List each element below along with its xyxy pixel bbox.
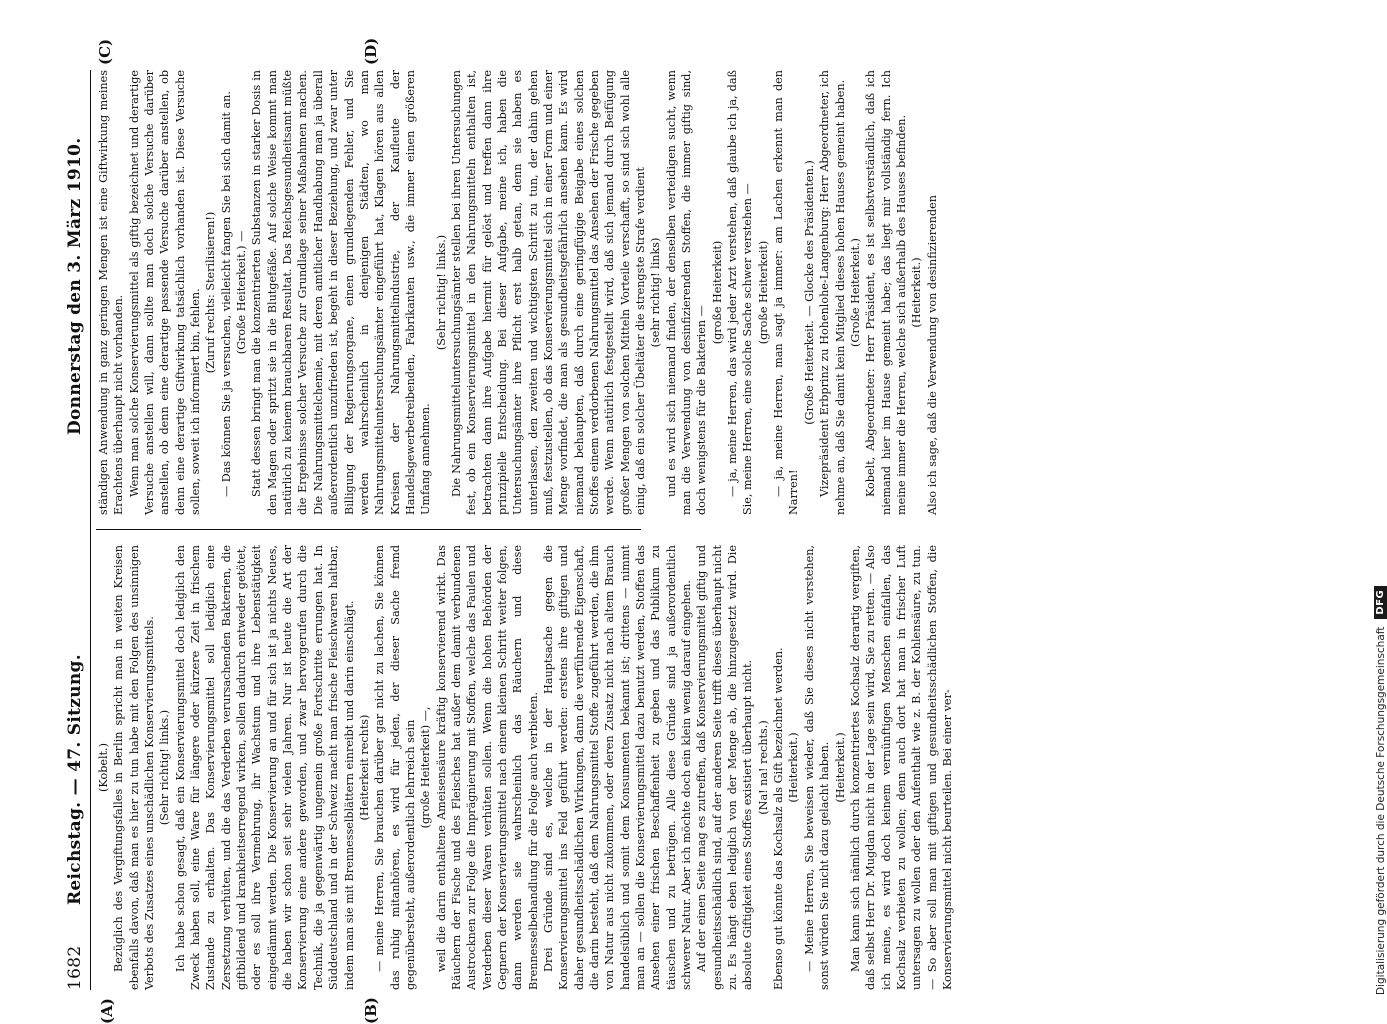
- interjection: (Große Heiterkeit.): [848, 238, 862, 347]
- margin-marker-a: (A): [98, 998, 116, 1024]
- paragraph: weil die darin enthaltene Ameisensäure kräftig konservierend wirkt. Das Räuchern der Fische und des Fleisches hat außer dem damit verbundenen Austrocknen zur Folge die Imprägnierung mit Stoffen, welche das Faulen und Verderben dieser Waren verhüten sollen. Wenn die hohen Behörden der Gegnern der Konservierungsmittel nach einem kleinen Schritt weiter folgen, dann werden sie wahrscheinlich das Räuchern und diese Brennesselbehandlung für die Folge auch verbieten.: [434, 545, 540, 990]
- paragraph: und es wird sich niemand finden, der denselben verteidigen sucht, wenn man die Verwendung von desinfizierenden Stoffen, die immer giftig sind, doch wenigstens für die Bakterien —: [664, 70, 709, 515]
- paragraph: Drei Gründe sind es, welche in der Hauptsache gegen die Konservierungsmittel ins Feld geführt werden: erstens ihre giftigen und daher gesundheitsschädlichen Wirkungen, dann die verführende Eigenschaft, die darin besteht, daß dem Nahrungsmittel Stoffe zugeführt werden, die ihm von Natur aus nicht zukommen, oder deren Zusatz nicht nach altem Brauch handelsüblich und somit dem Konsumenten bekannt ist; drittens — nimmt man an — sollen die Konservierungsmittel dazu benutzt werden, Stoffen das Ansehen einer frischen Beschaffenheit zu geben und das Publikum zu täuschen und zu betrügen. Alle diese Gründe sind ja außerordentlich schwerer Natur. Aber ich möchte doch ein klein wenig darauf eingehen.: [541, 545, 694, 990]
- paragraph: Ebenso gut könnte das Kochsalz als Gift bezeichnet werden.: [772, 647, 786, 990]
- interjection: (Na! na! rechts.): [756, 720, 770, 815]
- paragraph: — Meine Herren, Sie beweisen wieder, daß Sie dieses nicht verstehen, sonst würden Sie nicht dazu gelacht haben.: [802, 545, 832, 990]
- paragraph: — meine Herren, Sie brauchen darüber gar nicht zu lachen, Sie können das ruhig mitanhören, es wird für jeden, der dieser Sache fremd gegenübersteht, außerordentlich lehrreich sein: [373, 545, 417, 990]
- margin-marker-c: (C): [96, 38, 114, 65]
- speaker-label: (Kobelt.): [97, 743, 110, 792]
- paragraph: Bezüglich des Vergiftungsfalles in Berlin spricht man in weiten Kreisen ebenfalls davon, daß man es hier zu tun habe mit den Folgen des unsinnigen Verbots des Zusatzes eines unschädlichen Konservierungsmittels.: [112, 545, 157, 990]
- interjection: (große Heiterkeit): [756, 240, 770, 345]
- paragraph: ständigen Anwendung in ganz geringen Mengen ist eine Giftwirkung meines Erachtens überhaupt nicht vorhanden.: [97, 70, 126, 515]
- paragraph: — ja, meine Herren, man sagt ja immer: am Lachen erkennt man den Narren!: [772, 70, 801, 515]
- paragraph: Auf der einen Seite mag es zutreffen, daß Konservierungsmittel giftig und gesundheitsschädlich sind, auf der anderen Seite trifft dieses überhaupt nicht zu. Es hängt eben lediglich von der Menge ab, die hinzugesetzt wird. Die absolute Giftigkeit eines Stoffes existiert überhaupt nicht.: [695, 545, 755, 990]
- interjection: (Große Heiterkeit. — Glocke des Präsidenten.): [802, 160, 816, 425]
- dfg-logo: DFG: [1374, 586, 1387, 619]
- paragraph: Die Nahrungsmitteluntersuchungsämter stellen bei ihren Untersuchungen fest, ob ein Konservierungsmittel in den Nahrungsmitteln enthalten ist, betrachten dann ihre Aufgabe hiermit für gelöst und treffen dann ihre prinzipielle Entscheidung. Bei dieser Aufgabe, meine ich, haben die Untersuchungsämter ihre Pflicht erst halb getan, denn sie haben es unterlassen, den zweiten und wichtigsten Schritt zu tun, der dahin gehen muß, festzustellen, ob das Konservierungsmittel sich in einer Form und einer Menge vorfindet, die man als gesundheitsgefährlich ansehen kann. Es wird niemand behaupten, daß durch eine geringfügige Beigabe eines solchen Stoffes einem verdorbenen Nahrungsmittel das Ansehen der Frische gegeben werde. Wenn natürlich festgestellt wird, daß sich jemand durch Beifügung großer Mengen von solchen Mitteln Vorteile verschafft, so sind sich wohl alle einig, daß ein solcher Übeltäter die strengste Strafe verdient: [449, 70, 648, 515]
- page-number: 1682: [65, 945, 85, 990]
- interjection: (Sehr richtig! links.): [158, 709, 172, 826]
- right-column: [96, 70, 940, 515]
- margin-marker-b: (B): [362, 997, 380, 1024]
- interjection: (Große Heiterkeit.) —: [235, 230, 249, 355]
- interjection: (Heiterkeit.): [787, 732, 801, 803]
- dfg-credit: Digitalisierung gefördert durch die Deutsche Forschungsgemeinschaft: [1374, 626, 1387, 995]
- digitization-footer: [1374, 586, 1387, 995]
- paragraph: Also ich sage, daß die Verwendung von desinfizierenden: [925, 195, 939, 515]
- interjection: (Heiterkeit rechts): [357, 714, 371, 821]
- running-title: Reichstag. — 47. Sitzung.: [65, 654, 85, 905]
- paragraph: Vizepräsident Erbprinz zu Hohenlohe-Langenburg: Herr Abgeordneter, ich nehme an, daß Sie damit kein Mitglied dieses hohen Hauses gemeint haben.: [818, 70, 847, 515]
- paragraph: Kobelt, Abgeordneter: Herr Präsident, es ist selbstverständlich, daß ich niemand hier im Hause gemeint habe; das liegt mir vollständig fern. Ich meine immer die Herren, welche sich außerhalb des Hauses befinden.: [864, 70, 908, 515]
- paragraph: — ja, meine Herren, das wird jeder Arzt verstehen, daß glaube ich ja, daß Sie, meine Herren, eine solche Sache schwer verstehen —: [726, 70, 755, 515]
- paragraph: Man kann sich nämlich durch konzentriertes Kochsalz derartig vergiften, daß selbst Herr Dr. Mugdan nicht in der Lage sein wird, Sie zu retten. — Also ich meine, es wird doch keinem vernünftigen Menschen einfallen, das Kochsalz verbieten zu wollen; denn auch dort hat man in frischer Luft untersagen zu wollen oder den Aufenthalt wie z. B. der Kohlensäure, zu tun. — So aber soll man mit giftigen und gesundheitsschädlichen Stoffen, die Konservierungsmittel nicht beurteilen. Bei einer ver-: [848, 545, 954, 990]
- interjection: (große Heiterkeit) —,: [419, 706, 433, 829]
- interjection: (Heiterkeit.): [910, 257, 924, 328]
- interjection: (Heiterkeit.): [833, 732, 847, 803]
- paragraph: Ich habe schon gesagt, daß ein Konservierungsmittel doch lediglich den Zweck haben soll, eine Ware für längere oder kürzere Zeit in frischem Zustande zu erhalten. Das Konservierungsmittel soll lediglich eine Zersetzung verhüten, und die das Verderben verursachenden Bakterien, die giftbildend und krankheitserregend wirken, sollen dadurch entweder getötet, oder es soll ihre Vermehrung, ihr Wachstum und ihre Lebenstätigkeit eingedämmt werden. Die Konservierung an und für sich ist ja nichts Neues, die haben wir schon seit sehr vielen Jahren. Nur ist heute die Art der Konservierung eine andere geworden, und zwar hervorgerufen durch die Technik, die ja gegenwärtig ungemein große Fortschritte errungen hat. In Süddeutschland und in der Schweiz macht man frische Fleischwaren haltbar, indem man sie mit Brennesselblättern einreibt und darin einschlägt.: [173, 545, 356, 990]
- session-date: Donnerstag den 3. März 1910.: [65, 137, 85, 435]
- page-header: [60, 70, 91, 990]
- paragraph: Statt dessen bringt man die konzentrierten Substanzen in starker Dosis in den Magen oder spritzt sie in die Blutgefäße. Auf solche Weise kommt man natürlich zu keinem brauchbaren Resultat. Das Reichsgesundheitsamt müßte die Ergebnisse solcher Versuche zur Grundlage seiner Maßnahmen machen. Die Nahrungsmittelchemie, mit deren amtlicher Handhabung man ja überall außerordentlich unzufrieden ist, begeht in dieser Beziehung, und zwar unter Billigung der Regierungsorgane, einen grundlegenden Fehler, und Sie werden wahrscheinlich in denjenigen Städten, wo man Nahrungsmitteluntersuchungsämter eingeführt hat, Klagen hören aus allen Kreisen der Nahrungsmittelindustrie, der Kaufleute der Handelsgewerbetreibenden, Fabrikanten usw., die immer einen größeren Umfang annehmen.: [250, 70, 433, 515]
- column-divider: [96, 529, 641, 530]
- interjection: (sehr richtig! links): [649, 237, 663, 348]
- interjection: (Sehr richtig! links.): [434, 234, 448, 351]
- rotated-page: [60, 37, 1360, 1024]
- paragraph: Wenn man solche Konservierungsmittel als giftig bezeichnet und derartige Versuche anstellen will, dann sollte man doch solche Versuche darüber anstellen, ob denn eine derartige passende Versuche darüber anstellen, ob denn eine derartige Giftwirkung tatsächlich vorhanden ist. Diese Versuche sollen, soweit ich informiert bin, fehlen.: [127, 70, 203, 515]
- left-column: [96, 545, 955, 990]
- interjection: (Zuruf rechts: Sterilisieren!): [204, 211, 218, 374]
- paragraph: — Das können Sie ja versuchen, vielleicht fangen Sie bei sich damit an.: [219, 91, 233, 497]
- margin-marker-d: (D): [362, 37, 380, 65]
- interjection: (große Heiterkeit): [710, 240, 724, 345]
